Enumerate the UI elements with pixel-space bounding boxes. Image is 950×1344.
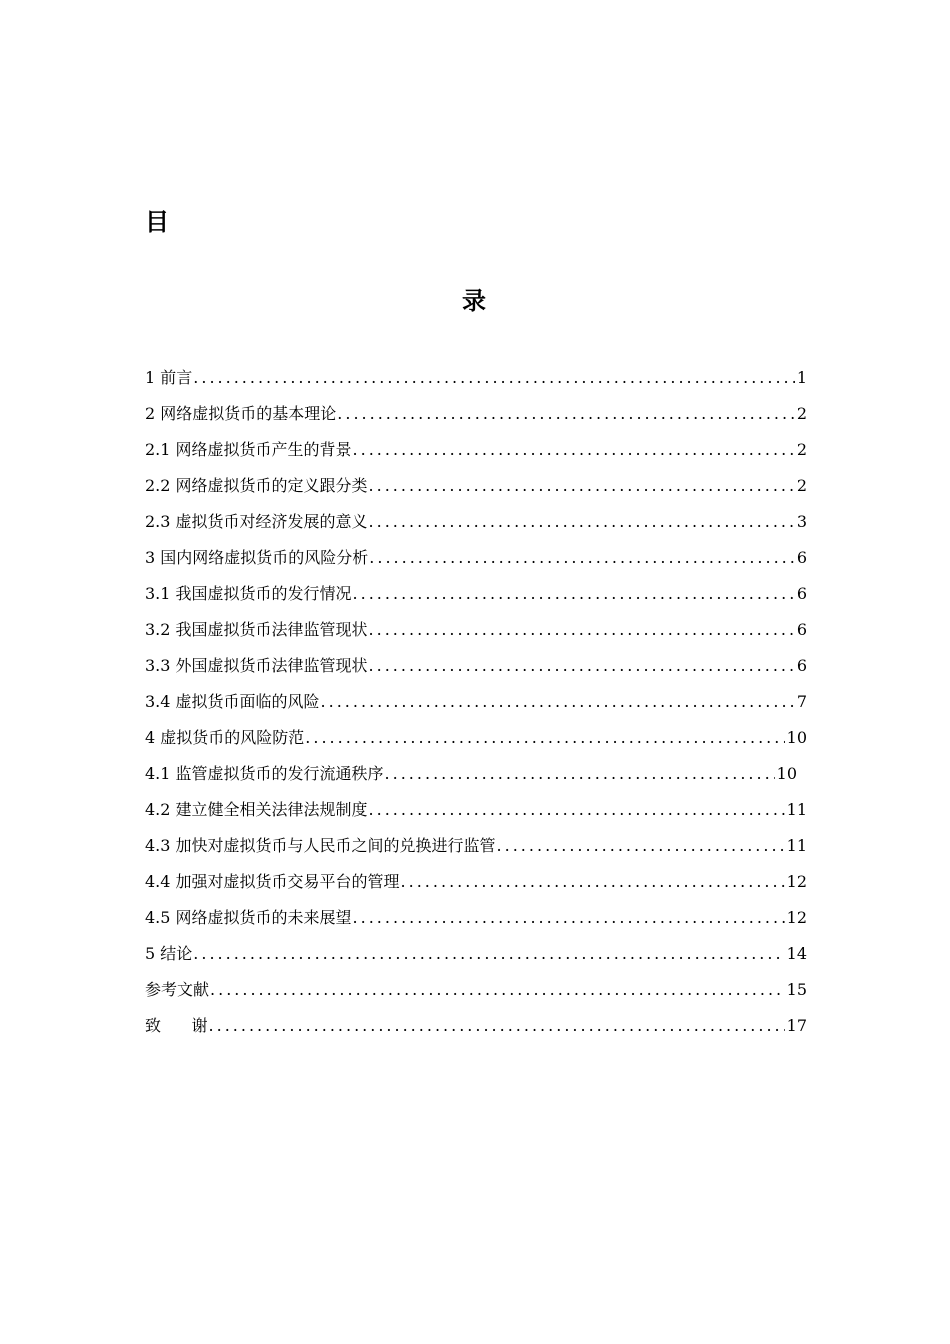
toc-entry-title: 4.2 建立健全相关法律法规制度	[145, 800, 368, 819]
toc-entry-title: 3.1 我国虚拟货币的发行情况	[145, 584, 352, 603]
toc-leader-dots	[305, 724, 784, 752]
toc-leader-dots	[193, 364, 795, 392]
toc-leader-dots	[193, 940, 784, 968]
toc-entry-page: 6	[796, 584, 807, 603]
toc-entry[interactable]	[145, 580, 807, 616]
toc-entry-title: 4.4 加强对虚拟货币交易平台的管理	[145, 872, 400, 891]
toc-entry-page: 6	[796, 620, 807, 639]
toc-entry-page: 17	[786, 1016, 807, 1035]
toc-entry-page: 6	[796, 548, 807, 567]
toc-entry-title: 2 网络虚拟货币的基本理论	[145, 404, 337, 423]
toc-leader-dots	[369, 472, 795, 500]
toc-entry-page: 11	[786, 836, 807, 855]
toc-leader-dots	[369, 652, 795, 680]
toc-entry[interactable]	[145, 688, 807, 724]
toc-entry[interactable]	[145, 760, 797, 796]
toc-entry[interactable]	[145, 652, 807, 688]
toc-entry-title: 2.3 虚拟货币对经济发展的意义	[145, 512, 368, 531]
toc-leader-dots	[369, 616, 795, 644]
toc-entry[interactable]	[145, 904, 807, 940]
toc-entry[interactable]	[145, 472, 807, 508]
toc-entry-page: 14	[786, 944, 807, 963]
toc-entry[interactable]	[145, 724, 807, 760]
toc-leader-dots	[401, 868, 785, 896]
toc-leader-dots	[353, 580, 795, 608]
toc-entry-page: 2	[796, 404, 807, 423]
toc-entry[interactable]	[145, 400, 807, 436]
toc-entry-page: 3	[796, 512, 807, 531]
toc-entry[interactable]	[145, 976, 807, 1012]
toc-entry[interactable]	[145, 868, 807, 904]
toc-entry[interactable]	[145, 436, 807, 472]
toc-entry-title: 4 虚拟货币的风险防范	[145, 728, 305, 747]
toc-entry-title: 致 谢	[145, 1016, 208, 1035]
toc-leader-dots	[337, 400, 795, 428]
toc-entry-page: 2	[796, 440, 807, 459]
toc-entry-page: 15	[786, 980, 807, 999]
toc-leader-dots	[369, 544, 795, 572]
toc-entry-title: 4.5 网络虚拟货币的未来展望	[145, 908, 352, 927]
toc-entry-title: 2.1 网络虚拟货币产生的背景	[145, 440, 352, 459]
toc-leader-dots	[353, 436, 795, 464]
toc-entry-page: 12	[786, 908, 807, 927]
toc-entry-page: 10	[786, 728, 807, 747]
toc-entry-title: 3.2 我国虚拟货币法律监管现状	[145, 620, 368, 639]
toc-entry[interactable]	[145, 832, 807, 868]
toc-entry-page: 2	[796, 476, 807, 495]
toc-leader-dots	[369, 508, 795, 536]
toc-entry-page: 11	[786, 800, 807, 819]
toc-entry[interactable]	[145, 940, 807, 976]
toc-entry-title: 2.2 网络虚拟货币的定义跟分类	[145, 476, 368, 495]
toc-entry-title: 参考文献	[145, 980, 210, 999]
toc-entry[interactable]	[145, 364, 807, 400]
table-of-contents	[145, 364, 807, 1048]
toc-leader-dots	[209, 1012, 785, 1040]
toc-title-second-char: 录	[462, 287, 486, 315]
toc-leader-dots	[385, 760, 775, 788]
toc-entry-title: 4.1 监管虚拟货币的发行流通秩序	[145, 764, 384, 783]
toc-entry-title: 3.4 虚拟货币面临的风险	[145, 692, 320, 711]
toc-entry[interactable]	[145, 616, 807, 652]
toc-entry[interactable]	[145, 508, 807, 544]
toc-leader-dots	[497, 832, 785, 860]
toc-entry[interactable]	[145, 796, 807, 832]
toc-entry-page: 6	[796, 656, 807, 675]
toc-entry-page: 10	[776, 764, 797, 783]
toc-title-first-char: 目	[145, 208, 169, 236]
toc-entry-page: 12	[786, 872, 807, 891]
toc-entry-title: 4.3 加快对虚拟货币与人民币之间的兑换进行监管	[145, 836, 496, 855]
toc-entry-page: 1	[796, 368, 807, 387]
toc-leader-dots	[353, 904, 785, 932]
toc-entry[interactable]	[145, 1012, 807, 1048]
toc-entry-page: 7	[796, 692, 807, 711]
toc-entry-title: 1 前言	[145, 368, 193, 387]
toc-entry-title: 5 结论	[145, 944, 193, 963]
toc-leader-dots	[321, 688, 795, 716]
toc-entry-title: 3.3 外国虚拟货币法律监管现状	[145, 656, 368, 675]
toc-entry-title: 3 国内网络虚拟货币的风险分析	[145, 548, 369, 567]
toc-leader-dots	[369, 796, 785, 824]
toc-entry[interactable]	[145, 544, 807, 580]
toc-leader-dots	[210, 976, 785, 1004]
